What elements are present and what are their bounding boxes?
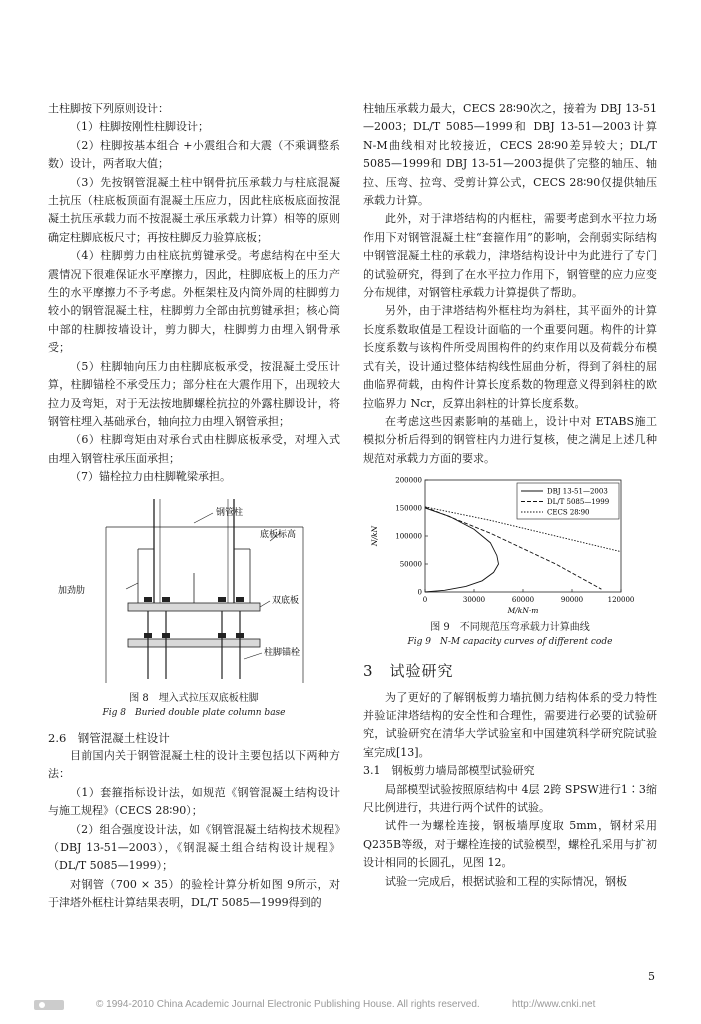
label-double-plate: 双底板: [272, 595, 300, 606]
rule-3: （3）先按钢管混凝土柱中钢骨抗压承载力与柱底混凝土抗压（柱底板顶面有混凝土压应力，因此柱底板底面按混凝土抗压承载力而不按混凝土承压承载力计算）相等的原则确定柱脚底板尺寸；再按柱脚反力验算底板；: [48, 175, 340, 244]
rule-5: （5）柱脚轴向压力由柱脚底板承受，按混凝土受压计算，柱脚锚栓不承受压力；部分柱在大震作用下，出现较大拉力及弯矩，对于无法按地脚螺栓抗拉的外露柱脚设计，将钢管柱埋入基础承台，轴向拉力由埋入钢管承担；: [48, 359, 340, 428]
figure-9-caption-en: Fig 9 N-M capacity curves of different code: [407, 637, 613, 648]
x-axis-label: M/kN·m: [507, 606, 539, 616]
page-number: 5: [648, 970, 655, 983]
figure-8-caption-en: Fig 8 Buried double plate column base: [102, 707, 286, 718]
intro-text: 土柱脚按下列原则设计：: [48, 102, 169, 115]
label-stiffener: 加劲肋: [58, 585, 86, 596]
right-para-2: 此外，对于津塔结构的内框柱，需要考虑到水平拉力场作用下对钢管混凝土柱“套箍作用”的影响，会削弱实际结构中钢管混凝土柱的承载力，津塔结构设计中为此进行了专门的试验研究，得到了在水平拉力作用下，钢管壁的应力应变分布规律，对钢管柱承载力计算提供了帮助。: [363, 212, 657, 300]
x-tick-label: 30000: [462, 596, 486, 605]
section-2-6-title: 2.6 钢管混凝土柱设计: [48, 730, 170, 745]
right-para-4: 在考虑这些因素影响的基础上，设计中对 ETABS施工模拟分析后得到的钢管柱内力进行复核，使之满足上述几种规范对承载力方面的要求。: [363, 414, 657, 465]
rule-6: （6）柱脚弯矩由对承台式由柱脚底板承受，对埋入式由埋入钢管柱承压面承担；: [48, 433, 340, 465]
section-2-6-para-1: 目前国内关于钢管混凝土柱的设计主要包括以下两种方法：: [48, 748, 340, 781]
section-3-1-title: 3.1 钢板剪力墙局部模型试验研究: [363, 764, 535, 778]
label-base-elev: 底板标高: [260, 529, 297, 540]
section-3-1-para-1: 局部模型试验按照原结构中 4层 2跨 SPSW进行1∶3缩尺比例进行，共进行两个试件的试验。: [363, 782, 657, 814]
rule-2: （2）柱脚按基本组合 +小震组合和大震（不乘调整系数）设计，两者取大值；: [48, 138, 340, 171]
right-column: [363, 100, 657, 891]
section-2-6-para-2: （1）套箍指标设计法，如规范《钢管混凝土结构设计与施工规程》（CECS 28∶90）；: [48, 785, 340, 818]
section-3-1-para-3: 试验一完成后，根据试验和工程的实际情况，钢板: [385, 874, 627, 888]
footer: [0, 996, 701, 1016]
rule-4: （4）柱脚剪力由柱底抗剪键承受。考虑结构在中至大震情况下很难保证水平摩擦力，因此，柱脚底板上的压力产生的水平摩擦力不予考虑。外框架柱及内筒外周的柱脚剪力较小的钢管混凝土柱，柱脚剪力全部由抗剪键承担；核心筒中部的柱脚按墙设计，剪力脚大，柱脚剪力由埋入钢骨承受；: [48, 249, 340, 355]
section-2-6-para-3: （2）组合强度设计法，如《钢管混凝土结构技术规程》（DBJ 13-51—2003），《钢混凝土组合结构设计规程》（DL/T 5085—1999）；: [48, 822, 340, 873]
x-tick-label: 0: [422, 596, 428, 605]
legend-entry: CECS 28∶90: [547, 508, 590, 517]
y-tick-label: 200000: [395, 476, 422, 485]
figure-9-caption-cn: 图 9 不同规范压弯承载力计算曲线: [430, 622, 590, 634]
figure-8: [48, 491, 340, 691]
y-tick-label: 0: [417, 588, 422, 597]
y-tick-label: 150000: [395, 504, 422, 513]
label-anchor: 柱脚锚栓: [264, 647, 301, 658]
y-tick-label: 50000: [399, 560, 422, 569]
figure-9-chart: [363, 470, 657, 620]
y-axis-label: N/kN: [370, 526, 379, 547]
legend-entry: DL/T 5085—1999: [547, 498, 610, 507]
label-steel-column: 钢管柱: [216, 507, 244, 518]
footer-copyright: © 1994-2010 China Academic Journal Electronic Publishing House. All rights reserved.: [96, 999, 480, 1010]
section-3-title: 3 试验研究: [363, 662, 454, 681]
section-3-para: 为了更好的了解钢板剪力墙抗侧力结构体系的受力特性并验证津塔结构的安全性和合理性，需要进行必要的试验研究，试验研究在清华大学试验室和中国建筑科学研究院试验室完成[13]。: [363, 690, 657, 759]
left-column: [48, 100, 340, 913]
figure-8-caption-cn: 图 8 埋入式拉压双底板柱脚: [129, 692, 259, 704]
right-para-3: 另外，由于津塔结构外框柱均为斜柱，其平面外的计算长度系数取值是工程设计面临的一个重要问题。构件的计算长度系数与该构件所受周围构件的约束作用以及荷载分布模式有关，设计通过整体结构线性屈曲分析，得到了斜柱的屈曲临界荷载，由构件计算长度系数的物理意义得到斜柱的欧拉临界力 Ncr，反算出斜柱的计算长度系数。: [363, 304, 657, 410]
right-para-1: 柱轴压承载力最大，CECS 28∶90次之，接着为 DBJ 13-51—2003；DL/T 5085—1999和 DBJ 13-51—2003计算 N-M曲线相对比较接近，CECS 28∶90差异较大；DL/T 5085—1999和 DBJ 13-51—2003提供了完整的轴压、轴拉、压弯、拉弯、受剪计算公式，CECS 28∶90仅提供轴压承载力计算。: [363, 102, 657, 208]
series-line: [425, 508, 499, 592]
rule-1: （1）柱脚按刚性柱脚设计；: [70, 120, 209, 134]
nm-chart-svg: [363, 470, 657, 620]
section-2-6-para-4: 对钢管（700 × 35）的验栓计算分析如图 9所示，对于津塔外框柱计算结果表明，DL/T 5085—1999得到的: [48, 877, 340, 910]
rule-7: （7）锚栓拉力由柱脚靴梁承担。: [70, 470, 231, 484]
footer-url[interactable]: http://www.cnki.net: [512, 999, 596, 1010]
section-3-1-para-2: 试件一为螺栓连接，钢板墙厚度取 5mm，钢材采用 Q235B等级，对于螺栓连接的试验模型，螺栓孔采用与扩初设计相同的长圆孔，见图 12。: [363, 819, 657, 870]
x-tick-label: 120000: [607, 596, 635, 605]
column-base-drawing: [48, 491, 340, 691]
cnki-logo-icon: [34, 998, 64, 1012]
y-tick-label: 100000: [395, 532, 422, 541]
x-tick-label: 90000: [560, 596, 584, 605]
x-tick-label: 60000: [511, 596, 535, 605]
legend-entry: DBJ 13-51—2003: [547, 487, 608, 496]
